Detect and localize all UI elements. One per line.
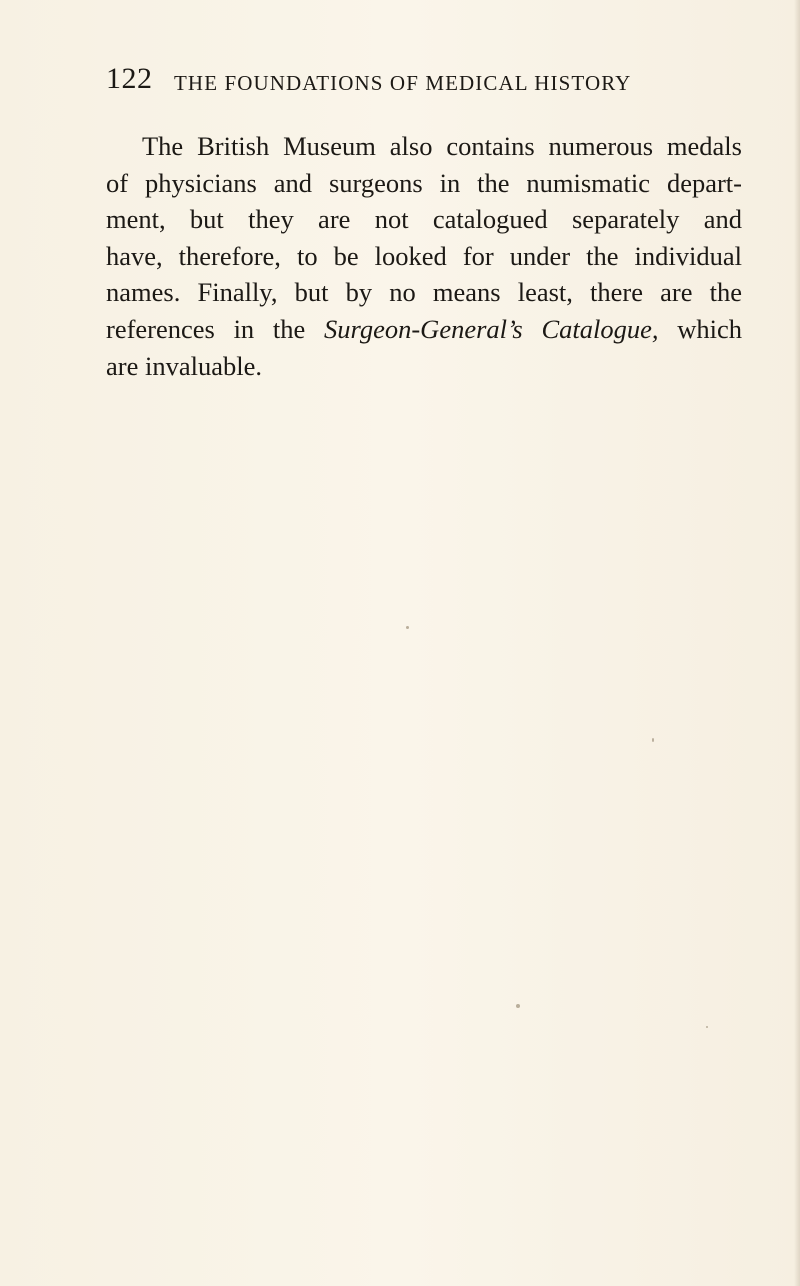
paper-speck [652,738,654,742]
text-line-1 [106,128,742,165]
text-line-1-content: The British Museum also contains numerous medals [142,131,742,161]
body-paragraph [106,128,742,384]
paper-speck [406,626,409,629]
text-line-4: have, therefore, to be looked for under the individual [106,240,742,271]
running-head-title: THE FOUNDATIONS OF MEDICAL HISTORY [174,71,632,95]
text-line-6 [106,311,742,348]
running-head [106,62,706,102]
text-line-2: of physicians and surgeons in the numismatic depart- [106,167,742,198]
text-line-7: are invaluable. [106,350,262,381]
page-number: 122 [106,62,153,95]
text-line-6-end: which [658,313,743,344]
paper-speck [706,1026,708,1028]
page-edge-shadow [794,0,800,1286]
text-line-3: ment, but they are not catalogued separately and [106,204,742,235]
text-line-6-start: references in the [106,313,325,344]
paper-speck [516,1004,520,1008]
catalogue-title: Surgeon-General’s Catalogue, [324,313,659,344]
text-line-5: names. Finally, but by no means least, there are the [106,277,742,308]
